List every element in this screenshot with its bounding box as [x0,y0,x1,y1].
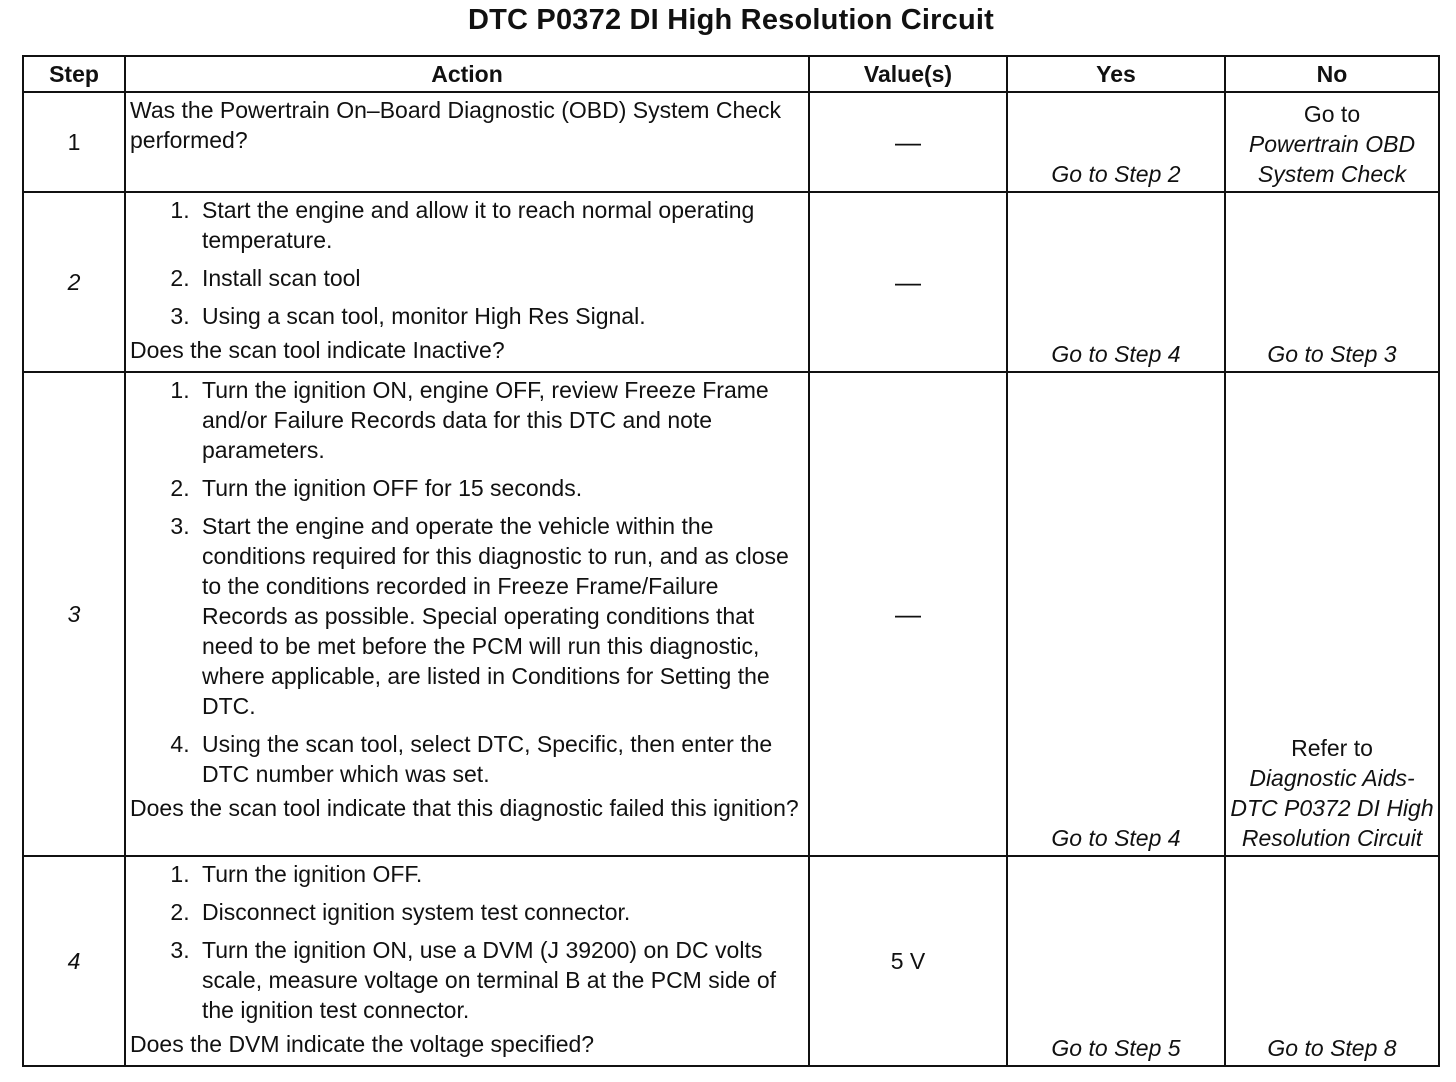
value-cell: — [809,372,1007,856]
header-step: Step [23,56,125,92]
no-cell [1225,856,1439,1066]
header-no: No [1225,56,1439,92]
no-lead: Go to [1303,101,1361,127]
action-step: 4. Using the scan tool, select DTC, Specific, then enter the DTC number which was set. [196,729,804,789]
no-target: Go to Step 3 [1267,341,1397,367]
yes-cell: Go to Step 4 [1007,372,1225,856]
header-row [23,56,1439,92]
action-step: 3. Using a scan tool, monitor High Res Signal. [196,301,804,331]
action-step: 1. Start the engine and allow it to reach normal operating temperature. [196,195,804,255]
action-cell [125,856,809,1066]
action-step: 3. Turn the ignition ON, use a DVM (J 39200) on DC volts scale, measure voltage on terminal B at the PCM side of the ignition test connector. [196,935,804,1025]
no-lead: Refer to [1291,735,1373,761]
action-question: Does the DVM indicate the voltage specified? [130,1031,595,1057]
header-action: Action [125,56,809,92]
no-cell [1225,372,1439,856]
no-cell [1225,92,1439,192]
action-steps [130,375,804,789]
step-number: 4 [23,856,125,1066]
action-step: 2. Turn the ignition OFF for 15 seconds. [196,473,804,503]
table-row [23,856,1439,1066]
table-row [23,192,1439,372]
table-row [23,372,1439,856]
yes-cell: Go to Step 2 [1007,92,1225,192]
diagnostic-table [22,55,1440,1067]
yes-cell: Go to Step 4 [1007,192,1225,372]
action-intro: Was the Powertrain On–Board Diagnostic (OBD) System Check performed? [130,97,782,153]
header-values: Value(s) [809,56,1007,92]
step-number: 2 [23,192,125,372]
table-row [23,92,1439,192]
no-target: Diagnostic Aids- DTC P0372 DI High Resolution Circuit [1230,765,1434,851]
value-cell: 5 V [809,856,1007,1066]
action-question: Does the scan tool indicate that this diagnostic failed this ignition? [130,795,799,821]
yes-cell: Go to Step 5 [1007,856,1225,1066]
action-step: 2. Install scan tool [196,263,804,293]
no-cell [1225,192,1439,372]
action-cell [125,372,809,856]
page-title: DTC P0372 DI High Resolution Circuit [467,4,995,36]
no-target: Powertrain OBD System Check [1248,131,1416,187]
action-steps [130,859,804,1025]
action-cell [125,192,809,372]
step-number: 3 [23,372,125,856]
step-number: 1 [23,92,125,192]
action-question: Does the scan tool indicate Inactive? [130,337,505,363]
header-yes: Yes [1007,56,1225,92]
no-target: Go to Step 8 [1267,1035,1397,1061]
action-step: 2. Disconnect ignition system test connector. [196,897,804,927]
action-cell [125,92,809,192]
action-step: 3. Start the engine and operate the vehicle within the conditions required for this diagnostic to run, and as close to the conditions recorded in Freeze Frame/Failure Records as possible. Special operating conditions that need to be met before the PCM will run this diagnostic, where applicable, are listed in Conditions for Setting the DTC. [196,511,804,721]
value-cell: — [809,192,1007,372]
action-step: 1. Turn the ignition ON, engine OFF, review Freeze Frame and/or Failure Records data for this DTC and note parameters. [196,375,804,465]
action-step: 1. Turn the ignition OFF. [196,859,804,889]
value-cell: — [809,92,1007,192]
action-steps [130,195,804,331]
